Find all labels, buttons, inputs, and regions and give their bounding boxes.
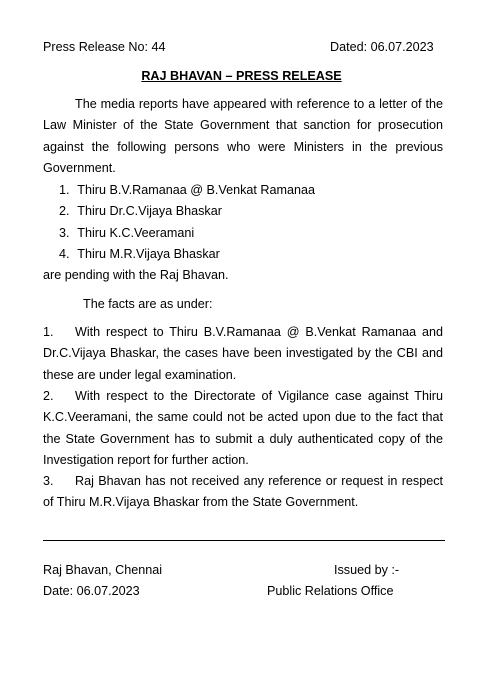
person-name: Thiru M.R.Vijaya Bhaskar [77,246,220,261]
pending-statement: are pending with the Raj Bhavan. [43,268,229,282]
issuing-office: Public Relations Office [267,584,394,598]
intro-paragraph: The media reports have appeared with reference to a letter of the Law Minister of the State Government that sanction for prosecution against the following persons who were Ministers in the previous Government. [43,97,443,175]
point-text: Raj Bhavan has not received any reference or request in respect of Thiru M.R.Vijaya Bhaskar from the State Government. [43,474,443,510]
footer-date: Date: 06.07.2023 [43,584,140,598]
facts-intro: The facts are as under: [83,297,213,311]
list-item [43,223,315,244]
fact-point-1 [43,322,443,386]
list-number: 1. [59,183,70,197]
point-text: With respect to the Directorate of Vigilance case against Thiru K.C.Veeramani, the same could not be acted upon due to the fact that the State Government has to submit a duly authenticated copy of the Investigation report for further action. [43,389,443,467]
person-name: Thiru B.V.Ramanaa @ B.Venkat Ramanaa [77,183,316,197]
document-title: RAJ BHAVAN – PRESS RELEASE [141,69,342,83]
list-item [43,201,315,222]
press-release-number: Press Release No: 44 [43,40,166,54]
point-number: 1. [43,325,54,339]
footer-divider [43,540,445,541]
persons-list [43,180,315,265]
list-number: 4. [59,246,70,261]
issued-by-label: Issued by :- [334,563,400,577]
person-name: Thiru K.C.Veeramani [77,225,195,240]
fact-point-3 [43,471,443,514]
release-date: Dated: 06.07.2023 [330,40,434,54]
list-item [43,180,315,201]
footer-place: Raj Bhavan, Chennai [43,563,163,577]
fact-point-2 [43,386,443,471]
point-number: 2. [43,389,54,403]
point-number: 3. [43,474,54,488]
list-number: 3. [59,225,70,240]
list-item [43,244,315,265]
person-name: Thiru Dr.C.Vijaya Bhaskar [77,204,222,219]
list-number: 2. [59,204,70,219]
point-text: With respect to Thiru B.V.Ramanaa @ B.Venkat Ramanaa and Dr.C.Vijaya Bhaskar, the cases have been investigated by the CBI and these are under legal examination. [43,325,443,382]
